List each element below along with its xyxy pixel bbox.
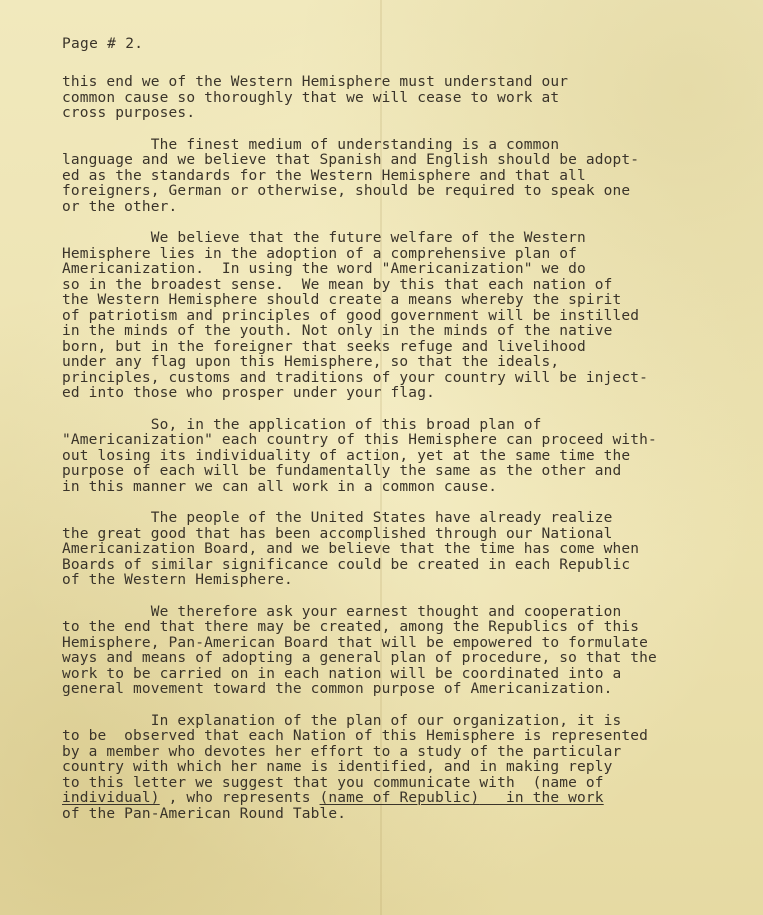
text-line: Hemisphere, Pan-American Board that will be empowered to formulate — [62, 634, 649, 651]
text-line: by a member who devotes her effort to a study of the particular — [62, 743, 622, 760]
text-line: work to be carried on in each nation will be coordinated into a — [62, 665, 622, 682]
paragraph-7 — [62, 714, 728, 823]
paragraph-4 — [62, 418, 728, 496]
text-line: so in the broadest sense. We mean by this that each nation of — [62, 276, 613, 293]
text-line: "Americanization" each country of this Hemisphere can proceed with- — [62, 432, 657, 448]
text-line: Hemisphere lies in the adoption of a comprehensive plan of — [62, 245, 578, 262]
text-line: the great good that has been accomplished through our National — [62, 525, 613, 542]
text-line: of the Pan-American Round Table. — [62, 805, 347, 822]
paragraph-1 — [62, 75, 728, 122]
text-line: out losing its individuality of action, yet at the same time the — [62, 447, 631, 464]
text-line: general movement toward the common purpose of Americanization. — [62, 681, 613, 697]
closing-text-work: in the work — [479, 790, 604, 806]
paragraph-gap — [62, 698, 728, 714]
text-line: So, in the application of this broad plan of — [62, 416, 542, 433]
text-line: under any flag upon this Hemisphere, so that the ideals, — [62, 354, 560, 370]
text-line: the Western Hemisphere should create a means whereby the spirit — [62, 292, 622, 308]
text-line: of the Western Hemisphere. — [62, 572, 293, 588]
paragraph-2 — [62, 138, 728, 216]
placeholder-individual: individual) — [62, 790, 160, 806]
paragraph-3 — [62, 231, 728, 402]
text-line: born, but in the foreigner that seeks refuge and livelihood — [62, 338, 586, 355]
text-line: foreigners, German or otherwise, should be required to speak one — [62, 183, 631, 199]
paragraph-gap — [62, 402, 728, 418]
text-line: of patriotism and principles of good government will be instilled — [62, 307, 640, 324]
paragraph-gap — [62, 495, 728, 511]
closing-line — [62, 791, 728, 807]
text-line: ed into those who prosper under your flag. — [62, 385, 435, 401]
text-line: ed as the standards for the Western Hemisphere and that all — [62, 167, 586, 184]
text-line: Americanization Board, and we believe that the time has come when — [62, 541, 640, 557]
letter-body — [62, 75, 728, 822]
text-line: common cause so thoroughly that we will cease to work at — [62, 89, 560, 106]
text-line: to the end that there may be created, among the Republics of this — [62, 619, 640, 635]
text-line: to be observed that each Nation of this Hemisphere is represented — [62, 728, 649, 744]
page-number: Page # 2. — [62, 36, 144, 52]
text-line: We therefore ask your earnest thought and cooperation — [62, 603, 622, 620]
text-line: The people of the United States have already realize — [62, 510, 613, 526]
text-line: or the other. — [62, 198, 178, 215]
text-line: cross purposes. — [62, 105, 196, 121]
text-line: In explanation of the plan of our organization, it is — [62, 712, 622, 729]
text-line: this end we of the Western Hemisphere must understand our — [62, 74, 569, 90]
text-line: principles, customs and traditions of your country will be inject- — [62, 369, 649, 386]
text-line: Americanization. In using the word "Americanization" we do — [62, 261, 586, 277]
text-line: in this manner we can all work in a common cause. — [62, 478, 498, 495]
text-line: We believe that the future welfare of the Western — [62, 230, 586, 246]
text-line: to this letter we suggest that you communicate with (name of — [62, 774, 604, 791]
text-line: Boards of similar significance could be created in each Republic — [62, 556, 631, 573]
paragraph-gap — [62, 122, 728, 138]
paragraph-gap — [62, 215, 728, 231]
paragraph-6 — [62, 605, 728, 698]
text-line: ways and means of adopting a general plan of procedure, so that the — [62, 650, 657, 666]
closing-text: , who represents — [159, 790, 320, 806]
placeholder-republic: (name of Republic) — [319, 790, 480, 806]
paragraph-gap — [62, 589, 728, 605]
text-line: purpose of each will be fundamentally the same as the other and — [62, 463, 622, 479]
paragraph-5 — [62, 511, 728, 589]
text-line: country with which her name is identified, and in making reply — [62, 759, 613, 775]
text-line: The finest medium of understanding is a common — [62, 136, 560, 153]
text-line: in the minds of the youth. Not only in the minds of the native — [62, 323, 613, 339]
text-line: language and we believe that Spanish and English should be adopt- — [62, 152, 640, 168]
